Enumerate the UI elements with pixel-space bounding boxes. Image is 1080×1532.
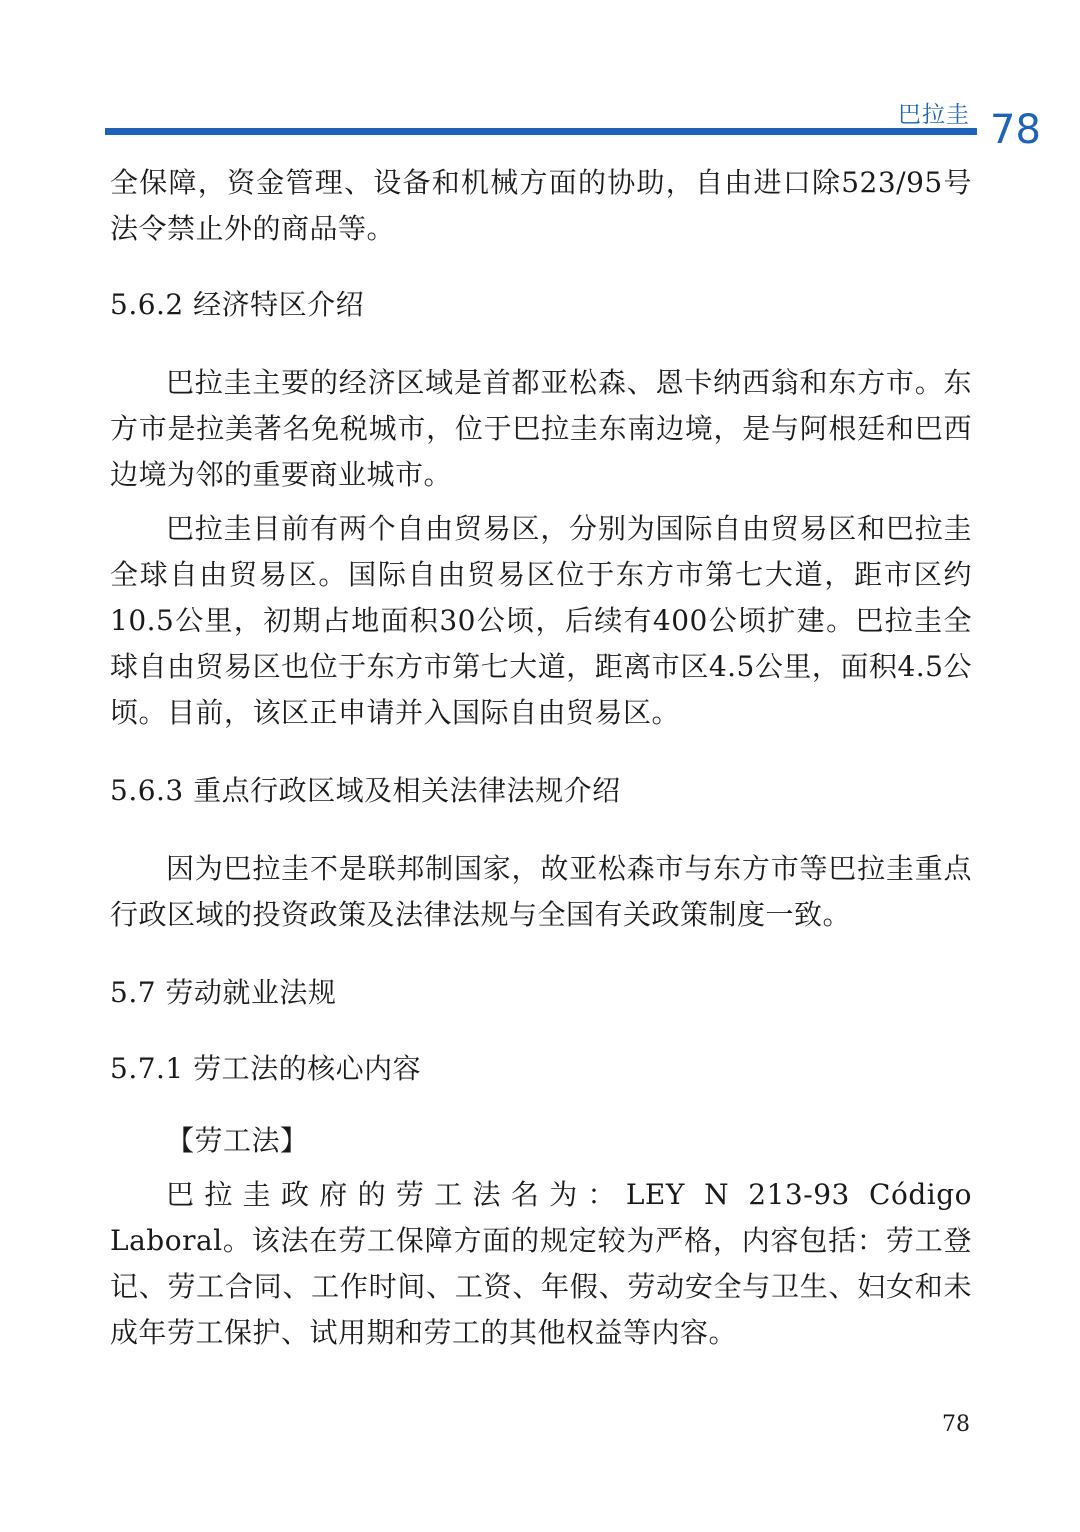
header-rule (105, 128, 977, 135)
page-body (110, 160, 972, 1356)
section-heading-5-7: 5.7 劳动就业法规 (110, 976, 337, 1009)
paragraph-economic-zones: 巴拉圭主要的经济区域是首都亚松森、恩卡纳西翁和东方市。东方市是拉美著名免税城市，位于巴拉圭东南边境，是与阿根廷和巴西边境为邻的重要商业城市。 (110, 366, 972, 491)
paragraph-labor-law: 巴拉圭政府的劳工法名为：LEY N 213-93 Código Laboral。该法在劳工保障方面的规定较为严格，内容包括：劳工登记、劳工合同、工作时间、工资、年假、劳动安全与卫生、妇女和未成年劳工保护、试用期和劳工的其他权益等内容。 (110, 1178, 972, 1349)
paragraph-administrative-regions: 因为巴拉圭不是联邦制国家，故亚松森市与东方市等巴拉圭重点行政区域的投资政策及法律法规与全国有关政策制度一致。 (110, 852, 972, 931)
footer-page-number: 78 (942, 1412, 970, 1437)
paragraph-free-trade-zones: 巴拉圭目前有两个自由贸易区，分别为国际自由贸易区和巴拉圭全球自由贸易区。国际自由贸易区位于东方市第七大道，距市区约10.5公里，初期占地面积30公顷，后续有400公顷扩建。巴拉圭全球自由贸易区也位于东方市第七大道，距离市区4.5公里，面积4.5公顷。目前，该区正申请并入国际自由贸易区。 (110, 512, 972, 729)
section-heading-5-6-2: 5.6.2 经济特区介绍 (110, 288, 365, 321)
subheading-labor-law: 【劳工法】 (166, 1124, 309, 1157)
paragraph-continuation: 全保障，资金管理、设备和机械方面的协助，自由进口除523/95号法令禁止外的商品等。 (110, 166, 972, 245)
section-heading-5-6-3: 5.6.3 重点行政区域及相关法律法规介绍 (110, 774, 621, 807)
section-heading-5-7-1: 5.7.1 劳工法的核心内容 (110, 1052, 422, 1085)
running-header-title: 巴拉圭 (898, 102, 970, 128)
header-page-number: 78 (990, 107, 1041, 153)
